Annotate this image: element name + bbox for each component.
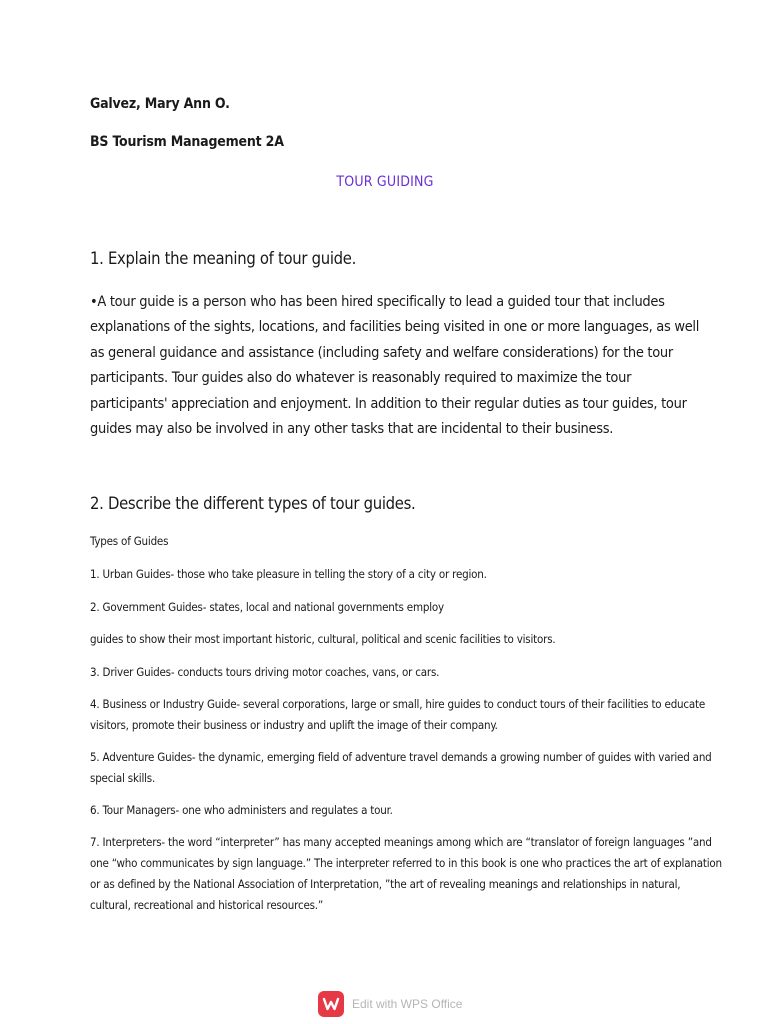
wps-office-watermark xyxy=(318,991,462,1017)
answer-1-line: explanations of the sights, locations, and facilities being visited in one or more languages, as well xyxy=(90,319,700,336)
type-line: visitors, promote their business or industry and uplift the image of their company. xyxy=(90,718,498,732)
answer-1-line: as general guidance and assistance (including safety and welfare considerations) for the tour xyxy=(90,344,673,361)
type-line: special skills. xyxy=(90,771,156,785)
answer-1-line: •A tour guide is a person who has been hired specifically to lead a guided tour that includes xyxy=(90,294,665,310)
answer-1-line: participants. Tour guides also do whatever is reasonably required to maximize the tour xyxy=(90,370,632,387)
type-government-guides-continued: guides to show their most important historic, cultural, political and scenic facilities to visitors. xyxy=(90,632,556,646)
wps-office-icon xyxy=(318,991,344,1017)
type-line: cultural, recreational and historical resources.” xyxy=(90,898,324,912)
type-line: or as defined by the National Association of Interpretation, ”the art of revealing meanings and relationships in natural, xyxy=(90,877,681,891)
question-1: 1. Explain the meaning of tour guide. xyxy=(90,249,357,268)
wps-watermark-text: Edit with WPS Office xyxy=(352,997,463,1011)
course-section: BS Tourism Management 2A xyxy=(90,134,284,150)
type-adventure-guides xyxy=(90,747,712,789)
type-line: one “who communicates by sign language.” The interpreter referred to in this book is one who practices the art of explanation xyxy=(90,856,722,870)
author-name: Galvez, Mary Ann O. xyxy=(90,96,230,112)
document-title: TOUR GUIDING xyxy=(336,174,434,190)
type-business-guides xyxy=(90,694,705,736)
type-interpreters xyxy=(90,832,722,916)
answer-1-paragraph xyxy=(90,290,700,442)
answer-1-line: guides may also be involved in any other tasks that are incidental to their business. xyxy=(90,421,614,438)
type-driver-guides: 3. Driver Guides- conducts tours driving motor coaches, vans, or cars. xyxy=(90,665,440,679)
question-2: 2. Describe the different types of tour guides. xyxy=(90,494,416,513)
type-tour-managers: 6. Tour Managers- one who administers and regulates a tour. xyxy=(90,803,393,817)
type-line: 7. Interpreters- the word “interpreter” has many accepted meanings among which are “translator of foreign languages ”and xyxy=(90,835,712,849)
types-heading: Types of Guides xyxy=(90,534,169,548)
answer-1-line: participants' appreciation and enjoyment. In addition to their regular duties as tour guides, tour xyxy=(90,395,687,412)
type-line: 4. Business or Industry Guide- several corporations, large or small, hire guides to conduct tours of their facilities to educate xyxy=(90,697,706,711)
type-government-guides: 2. Government Guides- states, local and national governments employ xyxy=(90,600,444,614)
type-line: 5. Adventure Guides- the dynamic, emerging field of adventure travel demands a growing number of guides with varied and xyxy=(90,750,712,764)
type-urban-guides: 1. Urban Guides- those who take pleasure in telling the story of a city or region. xyxy=(90,567,487,581)
